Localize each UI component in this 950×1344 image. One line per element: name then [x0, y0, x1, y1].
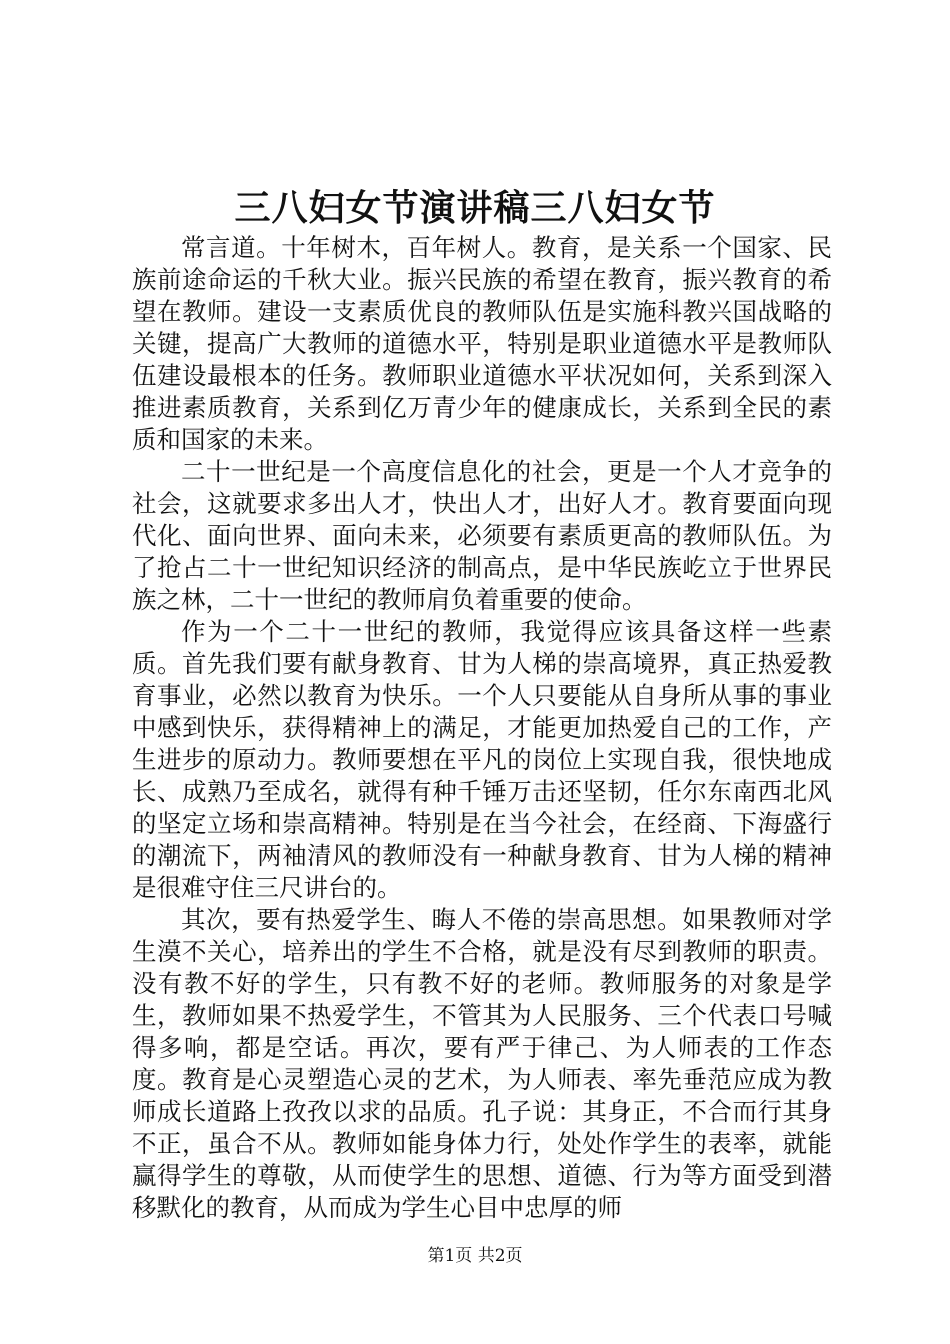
paragraph-4: 其次，要有热爱学生、晦人不倦的崇高思想。如果教师对学生漠不关心，培养出的学生不合格，就是没有尽到教师的职责。没有教不好的学生，只有教不好的老师。教师服务的对象是学生，教师如果不热爱学生，不管其为人民服务、三个代表口号喊得多响，都是空话。再次，要有严于律己、为人师表的工作态度。教育是心灵塑造心灵的艺术，为人师表、率先垂范应成为教师成长道路上孜孜以求的品质。孔子说：其身正，不合而行其身不正，虽合不从。教师如能身体力行，处处作学生的表率，就能赢得学生的尊敬，从而使学生的思想、道德、行为等方面受到潜移默化的教育，从而成为学生心目中忠厚的师: [132, 905, 832, 1222]
document-body: [132, 232, 832, 1224]
page-title: 三八妇女节演讲稿三八妇女节: [234, 187, 716, 229]
paragraph-1: 常言道。十年树木，百年树人。教育，是关系一个国家、民族前途命运的千秋大业。振兴民族的希望在教育，振兴教育的希望在教师。建设一支素质优良的教师队伍是实施科教兴国战略的关键，提高广大教师的道德水平，特别是职业道德水平是教师队伍建设最根本的任务。教师职业道德水平状况如何，关系到深入推进素质教育，关系到亿万青少年的健康成长，关系到全民的素质和国家的未来。: [132, 233, 832, 454]
paragraph-3: 作为一个二十一世纪的教师，我觉得应该具备这样一些素质。首先我们要有献身教育、甘为人梯的崇高境界，真正热爱教育事业，必然以教育为快乐。一个人只要能从自身所从事的事业中感到快乐，获得精神上的满足，才能更加热爱自己的工作，产生进步的原动力。教师要想在平凡的岗位上实现自我，很快地成长、成熟乃至成名，就得有种千锤万击还坚韧，任尔东南西北风的坚定立场和崇高精神。特别是在当今社会，在经商、下海盛行的潮流下，两袖清风的教师没有一种献身教育、甘为人梯的精神是很难守住三尺讲台的。: [132, 617, 832, 902]
page-footer: 第1页 共2页: [427, 1246, 523, 1266]
paragraph-2: 二十一世纪是一个高度信息化的社会，更是一个人才竞争的社会，这就要求多出人才，快出人才，出好人才。教育要面向现代化、面向世界、面向未来，必须要有素质更高的教师队伍。为了抢占二十一世纪知识经济的制高点，是中华民族屹立于世界民族之林，二十一世纪的教师肩负着重要的使命。: [132, 457, 832, 614]
